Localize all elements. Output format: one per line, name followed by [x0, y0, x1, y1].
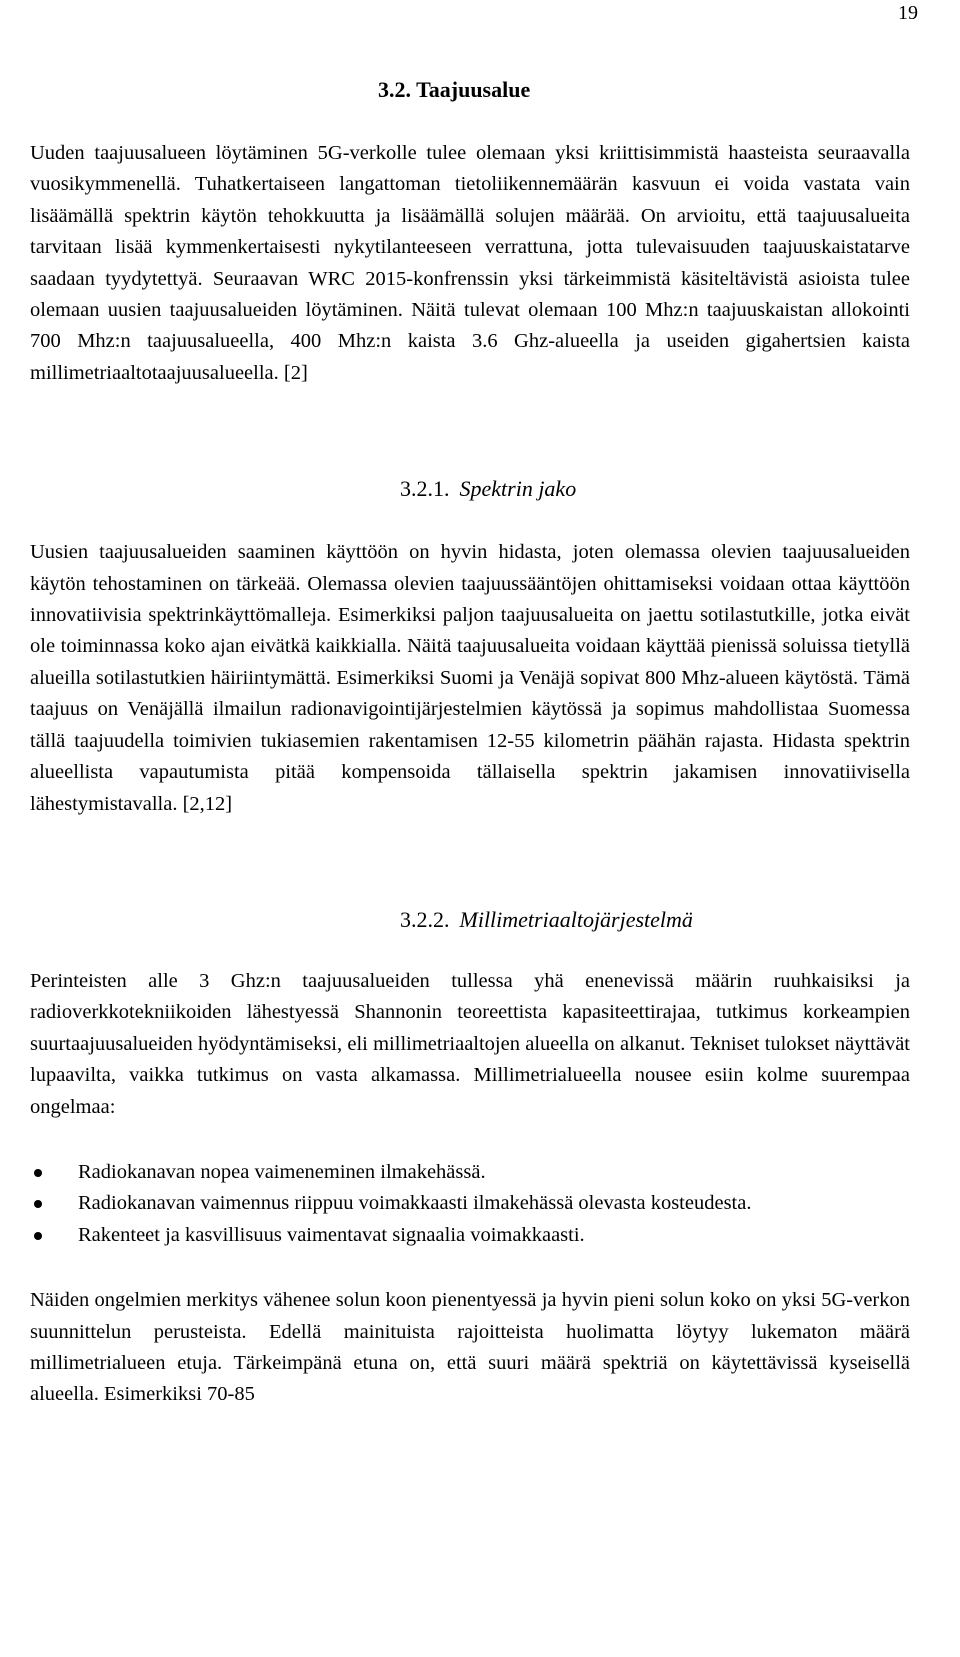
list-item: [30, 1188, 910, 1219]
bullet-icon: [34, 1200, 42, 1208]
list-item: [30, 1157, 910, 1188]
subsection-2-heading: [400, 904, 910, 936]
list-item-text: Radiokanavan nopea vaimeneminen ilmakehässä.: [78, 1160, 486, 1183]
section-heading: 3.2. Taajuusalue: [378, 77, 531, 102]
list-item: [30, 1220, 910, 1251]
bullet-icon: [34, 1169, 42, 1177]
subsection-1-heading: [400, 473, 910, 505]
list-item-text: Radiokanavan vaimennus riippuu voimakkaasti ilmakehässä olevasta kosteudesta.: [78, 1192, 752, 1215]
problem-list: [30, 1157, 910, 1251]
subsection-2-closing-paragraph: Näiden ongelmien merkitys vähenee solun koon pienentyessä ja hyvin pieni solun koko on yksi 5G-verkon suunnittelun perusteista. Edellä mainituista rajoitteista huolimatta löytyy lukematon määrä millimetrialueen etuja. Tärkeimpänä etuna on, että suuri määrä spektriä on käytettävissä kyseisellä alueella. Esimerkiksi 70-85: [30, 1289, 910, 1406]
subsection-2-number: 3.2.2.: [400, 906, 450, 932]
document-body: [30, 74, 910, 1411]
section-paragraph: Uuden taajuusalueen löytäminen 5G-verkolle tulee olemaan yksi kriittisimmistä haasteista seuraavalla vuosikymmenellä. Tuhatkertaiseen langattoman tietoliikennemäärän kasvuun ei voida vastata vain lisäämällä spektrin käytön tehokkuutta ja lisäämällä solujen määrää. On arvioitu, että taajuusalueita tarvitaan lisää kymmenkertaisesti nykytilanteeseen verrattuna, jotta tulevaisuuden taajuuskaistatarve saadaan tyydytettyä. Seuraavan WRC 2015-konfrenssin yksi tärkeimmistä käsiteltävistä asioista tulee olemaan uusien taajuusalueiden löytäminen. Näitä tulevat olemaan 100 Mhz:n taajuuskaistan allokointi 700 Mhz:n taajuusalueella, 400 Mhz:n kaista 3.6 Ghz-alueella ja useiden gigahertsien kaista millimetriaaltotaajuusalueella. [2]: [30, 142, 910, 384]
list-item-text: Rakenteet ja kasvillisuus vaimentavat signaalia voimakkaasti.: [78, 1223, 585, 1246]
subsection-2-paragraph: Perinteisten alle 3 Ghz:n taajuusalueiden tullessa yhä enenevissä määrin ruuhkaisiksi ja radioverkkotekniikoiden lähestyessä Shannonin teoreettista kapasiteettirajaa, tutkimus korkeampien suurtaajuusalueiden hyödyntämiseksi, eli millimetriaaltojen alueella on alkanut. Tekniset tulokset näyttävät lupaavilta, vaikka tutkimus on vasta alkamassa. Millimetrialueella nousee esiin kolme suurempaa ongelmaa:: [30, 969, 910, 1118]
subsection-1-paragraph: Uusien taajuusalueiden saaminen käyttöön on hyvin hidasta, joten olemassa olevien taajuusalueiden käytön tehostaminen on tärkeää. Olemassa olevien taajuussääntöjen ohittamiseksi voidaan ottaa käyttöön innovatiivisia spektrinkäyttömalleja. Esimerkiksi paljon taajuusalueita on jaettu sotilastutkille, jotka eivät ole toiminnassa koko ajan eivätkä kaikkialla. Näitä taajuusalueita voidaan käyttää pienissä soluissa tietyllä alueilla sotilastutkien häiriintymättä. Esimerkiksi Suomi ja Venäjä sopivat 800 Mhz-alueen käytöstä. Tämä taajuus on Venäjällä ilmailun radionavigointijärjestelmien käytössä ja sopimus mahdollistaa Suomessa tällä taajuudella toimivien tukiasemien rakentamisen 12-55 kilometrin päähän rajasta. Hidasta spektrin alueellista vapautumista pitää kompensoida tällaisella spektrin jakamisen innovatiivisella lähestymistavalla. [2,12]: [30, 541, 910, 815]
page-number: 19: [898, 2, 918, 24]
subsection-2-title: Millimetriaaltojärjestelmä: [459, 906, 693, 932]
subsection-1-title: Spektrin jako: [459, 476, 577, 502]
subsection-1-number: 3.2.1.: [400, 476, 450, 502]
bullet-icon: [34, 1232, 42, 1240]
